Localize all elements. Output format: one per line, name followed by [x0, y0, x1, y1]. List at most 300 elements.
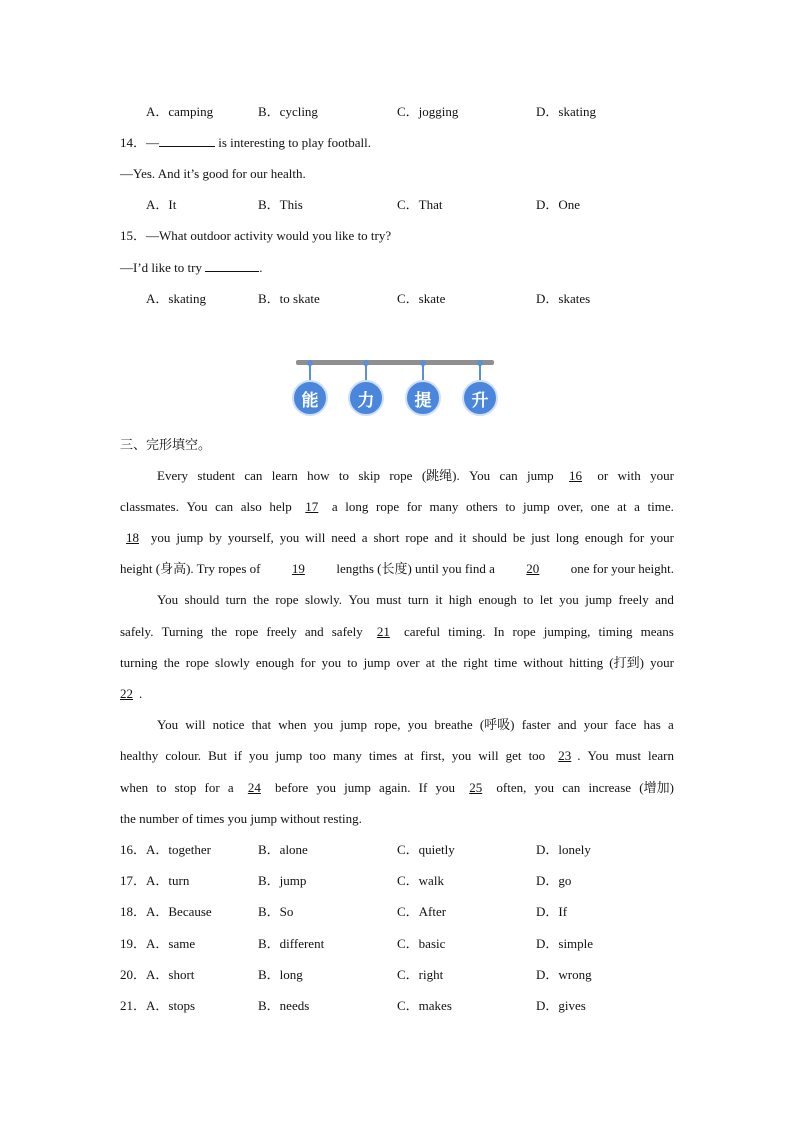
passage-word: others: [465, 499, 498, 514]
word-wrapper: [275, 779, 308, 797]
word-wrapper: [435, 591, 442, 609]
passage-word: means: [640, 624, 674, 639]
word-wrapper: [616, 747, 641, 765]
passage-word: the: [163, 655, 180, 670]
option-b: B．alone: [258, 842, 308, 857]
passage-word: has: [643, 717, 661, 732]
passage-word: for: [204, 780, 220, 795]
word-wrapper: [405, 529, 428, 547]
passage-word: too: [309, 748, 326, 763]
word-wrapper: [244, 467, 262, 485]
passage-word: jumping,: [543, 624, 591, 639]
passage-word: enough: [478, 592, 517, 607]
passage-line-5: [157, 591, 674, 609]
option-c: C．basic: [397, 936, 446, 951]
passage-word: rope: [375, 499, 400, 514]
option-a: A．It: [146, 197, 177, 212]
passage-word: one for your height.: [570, 561, 674, 576]
passage-word: can: [215, 499, 234, 514]
passage-word: slowly: [215, 655, 250, 670]
word-wrapper: [276, 747, 303, 765]
passage-word: you: [316, 780, 336, 795]
passage-word: careful: [404, 624, 441, 639]
passage-word: enough: [584, 530, 624, 545]
passage-word: the: [441, 655, 458, 670]
word-wrapper: [269, 498, 291, 516]
word-wrapper: [379, 779, 410, 797]
passage-line-9: [157, 716, 674, 734]
passage-word: before: [275, 780, 309, 795]
option-d: D．gives: [536, 998, 586, 1013]
passage-word: and: [655, 592, 674, 607]
passage-word: turning: [120, 655, 158, 670]
option-row: [0, 966, 794, 984]
passage-word: you: [279, 530, 300, 545]
word-wrapper: [389, 467, 412, 485]
passage-word: over,: [557, 499, 584, 514]
passage-word: jump: [344, 780, 371, 795]
word-wrapper: [235, 623, 258, 641]
blank-wrapper: [242, 779, 267, 797]
passage-line-10: [120, 747, 674, 765]
banner-badge: 能: [292, 380, 328, 416]
word-wrapper: [376, 591, 401, 609]
word-wrapper: [309, 747, 326, 765]
word-wrapper: [558, 716, 577, 734]
word-wrapper: [434, 529, 453, 547]
passage-word: the: [211, 624, 228, 639]
passage-word: you: [559, 592, 579, 607]
passage-word: at: [425, 655, 436, 670]
word-wrapper: [544, 623, 591, 641]
passage-word: stop: [174, 780, 197, 795]
passage-word: (呼吸): [479, 717, 515, 732]
passage-word: just: [531, 530, 550, 545]
passage-word: let: [539, 592, 553, 607]
word-wrapper: [571, 560, 674, 578]
passage-word: You: [157, 717, 179, 732]
passage-word: or: [597, 468, 609, 483]
blank-22: 22: [120, 686, 133, 701]
word-wrapper: [252, 716, 272, 734]
question-15-stem: 15．—What outdoor activity would you like to try?: [120, 228, 392, 243]
passage-word: learn: [648, 748, 674, 763]
word-wrapper: [278, 716, 306, 734]
option-a: 17．A．turn: [120, 873, 190, 888]
word-wrapper: [506, 747, 522, 765]
word-wrapper: [556, 529, 579, 547]
passage-line-11: [120, 779, 674, 797]
passage-word: timing: [598, 624, 633, 639]
word-wrapper: [513, 529, 525, 547]
passage-word: (增加): [639, 780, 674, 795]
passage-line-3: [120, 529, 674, 547]
word-wrapper: [332, 623, 363, 641]
passage-word: for: [406, 499, 422, 514]
passage-word: hitting: [569, 655, 604, 670]
word-wrapper: [339, 467, 349, 485]
passage-word: over: [396, 655, 420, 670]
word-wrapper: [234, 747, 242, 765]
option-b: B．So: [258, 904, 294, 919]
passage-word: by: [209, 530, 222, 545]
passage-word: classmates.: [120, 499, 179, 514]
word-wrapper: [404, 747, 413, 765]
option-row: [0, 997, 794, 1015]
word-wrapper: [523, 654, 563, 672]
passage-word: height (身高). Try ropes of: [120, 561, 261, 576]
passage-word: breathe: [434, 717, 473, 732]
option-b: B．different: [258, 936, 325, 951]
passage-word: you: [534, 780, 555, 795]
passage-word: freely: [618, 592, 649, 607]
passage-word: time: [494, 655, 518, 670]
passage-word: must: [376, 592, 402, 607]
passage-word: learn: [271, 468, 298, 483]
word-wrapper: [316, 779, 336, 797]
word-wrapper: [441, 654, 457, 672]
passage-word: be: [512, 530, 526, 545]
passage-word: rope,: [374, 717, 401, 732]
passage-word: You: [469, 468, 491, 483]
section-title: 三、完形填空。: [120, 437, 212, 452]
passage-word: it: [435, 592, 443, 607]
option-c: C．makes: [397, 998, 452, 1013]
passage-word: times: [368, 748, 398, 763]
word-wrapper: [186, 498, 207, 516]
word-wrapper: [523, 498, 550, 516]
passage-word: short: [373, 530, 400, 545]
word-wrapper: [648, 498, 674, 516]
word-wrapper: [314, 716, 334, 734]
q15-options: [0, 290, 794, 308]
option-b: B．cycling: [258, 104, 318, 119]
passage-word: Every: [157, 468, 189, 483]
word-wrapper: [584, 716, 608, 734]
word-wrapper: [307, 467, 329, 485]
word-wrapper: [505, 498, 515, 516]
passage-word: when: [278, 717, 307, 732]
word-wrapper: [429, 498, 458, 516]
word-wrapper: [120, 498, 179, 516]
passage-word: enough: [255, 655, 295, 670]
passage-word: (打到): [609, 655, 644, 670]
passage-word: Turning: [161, 624, 204, 639]
word-wrapper: [332, 498, 338, 516]
passage-line-1: [157, 467, 674, 485]
option-row: [0, 935, 794, 953]
word-wrapper: [331, 529, 356, 547]
word-wrapper: [336, 560, 495, 578]
question-14-stem: [120, 134, 371, 152]
word-wrapper: [305, 623, 324, 641]
word-wrapper: [185, 591, 220, 609]
passage-word: a: [668, 717, 674, 732]
passage-word: notice: [212, 717, 245, 732]
passage-word: you: [313, 717, 334, 732]
word-wrapper: [585, 529, 623, 547]
word-wrapper: [404, 623, 440, 641]
word-wrapper: [531, 529, 550, 547]
question-15-response: [120, 259, 262, 277]
passage-word: also: [240, 499, 262, 514]
option-d: D．go: [536, 873, 572, 888]
word-wrapper: [151, 529, 171, 547]
passage-word: one: [590, 499, 610, 514]
passage-word: when: [120, 780, 149, 795]
passage-word: You: [157, 592, 179, 607]
passage-word: if: [233, 748, 242, 763]
word-wrapper: [176, 529, 203, 547]
passage-word: for: [300, 655, 316, 670]
option-c: C．quietly: [397, 842, 455, 857]
word-wrapper: [472, 529, 507, 547]
word-wrapper: [228, 779, 234, 797]
word-wrapper: [157, 716, 178, 734]
word-wrapper: [459, 529, 466, 547]
word-wrapper: [300, 654, 315, 672]
word-wrapper: [618, 591, 648, 609]
word-wrapper: [226, 591, 247, 609]
word-wrapper: [305, 529, 325, 547]
word-wrapper: [527, 467, 554, 485]
passage-word: yourself,: [227, 530, 274, 545]
word-wrapper: [463, 654, 488, 672]
banner-bar: [296, 360, 494, 365]
option-b: B．needs: [258, 998, 310, 1013]
passage-word: to: [505, 499, 516, 514]
word-wrapper: [588, 779, 631, 797]
option-c: C．walk: [397, 873, 444, 888]
passage-word: In: [493, 624, 505, 639]
word-wrapper: [617, 498, 626, 516]
word-wrapper: [205, 779, 220, 797]
word-wrapper: [562, 779, 580, 797]
question-number: 14．—: [120, 135, 160, 150]
passage-word: often,: [496, 780, 527, 795]
option-d: D．One: [536, 197, 581, 212]
word-wrapper: [120, 623, 153, 641]
passage-word: how: [307, 468, 330, 483]
passage-word: you: [321, 655, 342, 670]
word-wrapper: [120, 747, 158, 765]
option-c: C．After: [397, 904, 447, 919]
passage-word: You: [348, 592, 370, 607]
word-wrapper: [599, 623, 633, 641]
passage-word: You: [587, 748, 609, 763]
passage-word: can: [499, 468, 518, 483]
blank-wrapper: [552, 747, 580, 765]
passage-line-8: [120, 685, 674, 703]
passage-word: turn: [407, 592, 429, 607]
option-d: D．skating: [536, 104, 596, 119]
passage-word: to: [347, 655, 358, 670]
word-wrapper: [478, 747, 498, 765]
passage-text: .: [139, 686, 143, 701]
word-wrapper: [211, 623, 227, 641]
word-wrapper: [650, 467, 674, 485]
blank-wrapper: [299, 498, 324, 516]
word-wrapper: [120, 779, 148, 797]
passage-word: rope: [185, 655, 209, 670]
option-row: [0, 903, 794, 921]
word-wrapper: [618, 467, 641, 485]
blank-24: 24: [247, 780, 261, 795]
passage-word: healthy: [120, 748, 159, 763]
option-d: D．If: [536, 904, 568, 919]
passage-word: your: [650, 655, 674, 670]
passage-word: a: [634, 499, 640, 514]
word-wrapper: [494, 654, 517, 672]
option-a: 20．A．short: [120, 967, 195, 982]
passage-word: with: [617, 468, 641, 483]
passage-word: need: [331, 530, 356, 545]
word-wrapper: [650, 529, 674, 547]
word-wrapper: [523, 591, 533, 609]
passage-word: must: [615, 748, 641, 763]
word-wrapper: [374, 716, 400, 734]
passage-word: safely: [331, 624, 363, 639]
word-wrapper: [305, 591, 342, 609]
word-wrapper: [634, 498, 640, 516]
word-wrapper: [249, 747, 269, 765]
word-wrapper: [344, 779, 371, 797]
passage-word: your: [650, 468, 674, 483]
passage-word: (跳绳).: [421, 468, 460, 483]
option-a: 16．A．together: [120, 842, 211, 857]
passage-word: again.: [379, 780, 411, 795]
word-wrapper: [436, 779, 456, 797]
option-d: D．lonely: [536, 842, 591, 857]
passage-word: you: [451, 748, 472, 763]
blank-18: 18: [126, 530, 139, 545]
passage-word: freely: [266, 624, 297, 639]
option-b: B．to skate: [258, 291, 320, 306]
word-wrapper: [197, 467, 235, 485]
passage-word: help: [269, 499, 292, 514]
word-wrapper: [535, 779, 555, 797]
option-a: A．camping: [146, 104, 214, 119]
word-wrapper: [522, 716, 551, 734]
word-wrapper: [165, 747, 201, 765]
word-wrapper: [591, 498, 610, 516]
word-wrapper: [349, 591, 370, 609]
word-wrapper: [426, 654, 435, 672]
word-wrapper: [513, 623, 536, 641]
passage-word: slowly.: [304, 592, 343, 607]
word-wrapper: [529, 747, 546, 765]
passage-word: that: [251, 717, 272, 732]
word-wrapper: [408, 591, 429, 609]
word-wrapper: [449, 591, 472, 609]
word-wrapper: [597, 467, 608, 485]
passage-word: But: [208, 748, 227, 763]
word-wrapper: [396, 654, 419, 672]
question-text: is interesting to play football.: [215, 135, 371, 150]
passage-word: long: [345, 499, 369, 514]
option-c: C．That: [397, 197, 443, 212]
passage-word: rope: [512, 624, 536, 639]
option-c: C．jogging: [397, 104, 459, 119]
word-wrapper: [434, 716, 472, 734]
word-wrapper: [466, 498, 498, 516]
passage-line-6: [120, 623, 674, 641]
passage-word: for: [629, 530, 645, 545]
word-wrapper: [448, 623, 485, 641]
passage-word: timing.: [448, 624, 486, 639]
passage-word: you: [248, 748, 269, 763]
option-b: B．jump: [258, 873, 307, 888]
banner-badge: 力: [348, 380, 384, 416]
blank-wrapper: [463, 779, 488, 797]
word-wrapper: [347, 654, 357, 672]
word-wrapper: [650, 654, 674, 672]
word-wrapper: [569, 654, 603, 672]
word-wrapper: [186, 654, 209, 672]
word-wrapper: [629, 529, 644, 547]
word-wrapper: [615, 716, 637, 734]
passage-word: increase: [588, 780, 632, 795]
word-wrapper: [609, 654, 644, 672]
ability-improvement-banner: [290, 356, 500, 420]
question-14-response: —Yes. And it’s good for our health.: [120, 166, 306, 181]
blank-23: 23: [558, 748, 572, 763]
passage-word: it: [459, 530, 467, 545]
word-wrapper: [185, 716, 205, 734]
option-d: D．wrong: [536, 967, 592, 982]
option-row: [0, 872, 794, 890]
word-wrapper: [241, 498, 262, 516]
passage-word: jump: [526, 468, 554, 483]
passage-word: jump: [523, 499, 550, 514]
passage-word: the: [253, 592, 269, 607]
passage-line-4: [120, 560, 674, 578]
word-wrapper: [164, 654, 180, 672]
option-a: 18．A．Because: [120, 904, 212, 919]
word-wrapper: [655, 591, 674, 609]
word-wrapper: [421, 747, 445, 765]
word-wrapper: [280, 529, 300, 547]
passage-word: faster: [521, 717, 551, 732]
word-wrapper: [215, 654, 250, 672]
passage-word: you: [407, 717, 428, 732]
word-wrapper: [559, 591, 579, 609]
word-wrapper: [478, 591, 516, 609]
passage-word: time.: [647, 499, 674, 514]
word-wrapper: [120, 654, 158, 672]
word-wrapper: [496, 779, 526, 797]
passage-word: first,: [420, 748, 445, 763]
word-wrapper: [340, 716, 367, 734]
word-wrapper: [333, 747, 362, 765]
word-wrapper: [668, 716, 674, 734]
option-b: B．long: [258, 967, 303, 982]
passage-word: a: [227, 780, 234, 795]
passage-line-7: [120, 654, 674, 672]
passage-word: many: [332, 748, 362, 763]
passage-word: and: [304, 624, 324, 639]
word-wrapper: [500, 467, 518, 485]
passage-word: jump: [585, 592, 612, 607]
word-wrapper: [407, 498, 422, 516]
option-row: [0, 841, 794, 859]
passage-word: long: [555, 530, 579, 545]
blank-wrapper: [120, 529, 145, 547]
word-wrapper: [641, 623, 674, 641]
word-wrapper: [644, 716, 661, 734]
word-wrapper: [345, 498, 368, 516]
passage-word: jump: [176, 530, 204, 545]
